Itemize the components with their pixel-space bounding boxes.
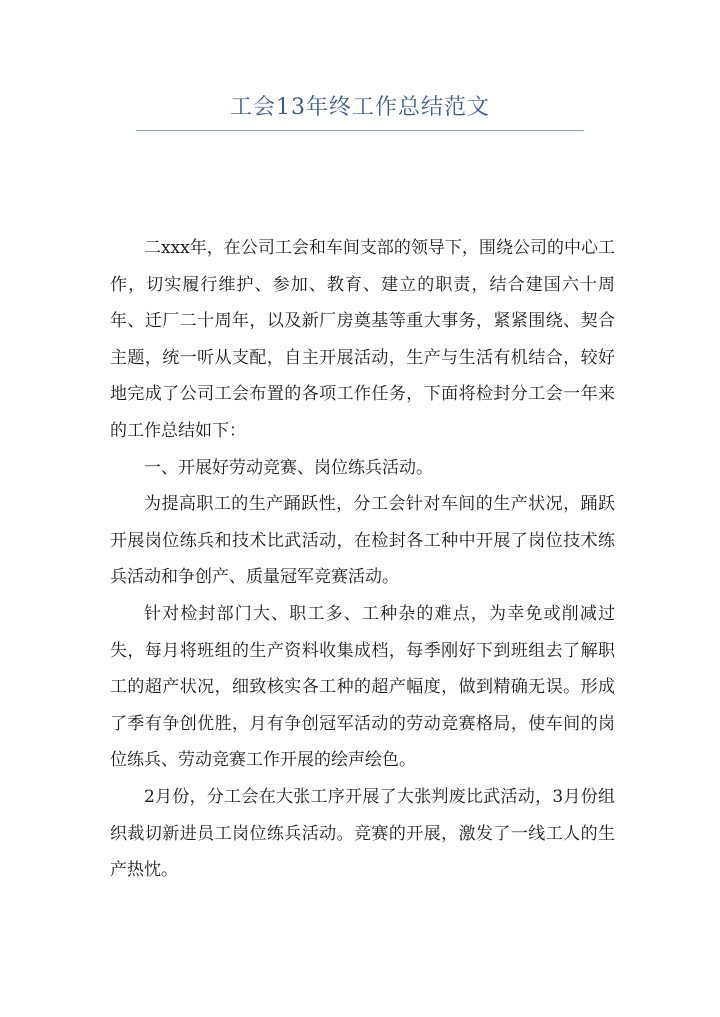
paragraph-1: 为提高职工的生产踊跃性，分工会针对车间的生产状况，踊跃开展岗位练兵和技术比武活动，在检封各工种中开展了岗位技术练兵活动和争创产、质量冠军竞赛活动。 xyxy=(110,494,615,588)
document-title: 工会13年终工作总结范文 xyxy=(230,95,490,120)
title-underline xyxy=(136,130,584,131)
paragraph-2: 针对检封部门大、职工多、工种杂的难点，为幸免或削减过失，每月将班组的生产资料收集成档，每季刚好下到班组去了解职工的超产状况，细致核实各工种的超产幅度，做到精确无误。形成了季有争创优胜，月有争创冠军活动的劳动竞赛格局，使车间的岗位练兵、劳动竞赛工作开展的绘声绘色。 xyxy=(110,603,615,771)
paragraph-intro: 二xxx年，在公司工会和车间支部的领导下，围绕公司的中心工作，切实履行维护、参加、教育、建立的职责，结合建国六十周年、迁厂二十周年，以及新厂房奠基等重大事务，紧紧围绕、契合主题，统一听从支配，自主开展活动，生产与生活有机结合，较好地完成了公司工会布置的各项工作任务，下面将检封分工会一年来的工作总结如下： xyxy=(110,238,615,441)
paragraph-3: 2月份，分工会在大张工序开展了大张判废比武活动，3月份组织裁切新进员工岗位练兵活动。竞赛的开展，激发了一线工人的生产热忱。 xyxy=(110,786,615,881)
document-body xyxy=(110,230,615,889)
section-heading-1: 一、开展好劳动竞赛、岗位练兵活动。 xyxy=(144,457,433,478)
